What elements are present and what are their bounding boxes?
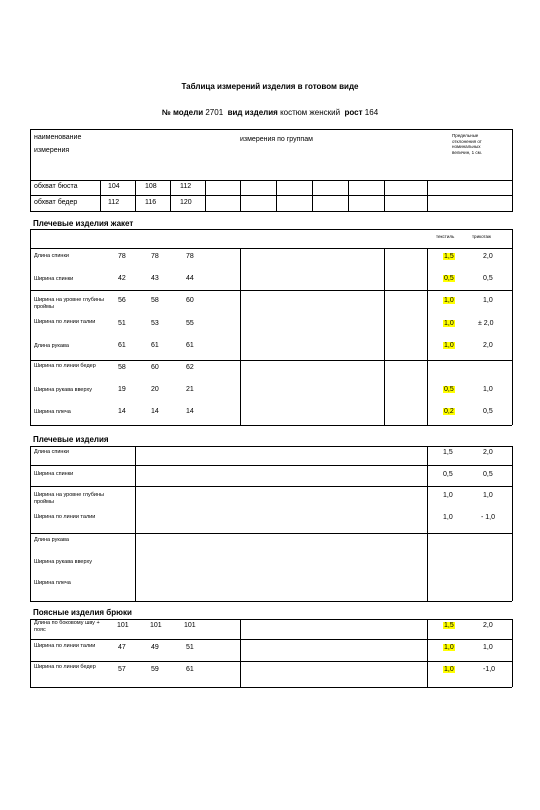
- s1-row-value: 61: [186, 342, 194, 349]
- s1-row-value: 19: [118, 386, 126, 393]
- s1-row-value: 14: [151, 408, 159, 415]
- tolerance-line: Предельные: [452, 133, 479, 138]
- s1-row-label: Ширина на уровне глубины проймы: [34, 297, 104, 310]
- col-border: [100, 180, 101, 211]
- s2-textile-value: 1,0: [443, 514, 453, 521]
- row-border: [30, 290, 512, 291]
- s3-row-value: 61: [186, 666, 194, 673]
- tolerance-line: номинальных: [452, 144, 481, 149]
- s3-row-value: 101: [117, 622, 129, 629]
- s1-textile-value: 1,5: [444, 253, 454, 260]
- s1-row-value: 78: [186, 253, 194, 260]
- body-row-label: обхват бедер: [34, 199, 78, 206]
- s1-row-label: Ширина рукава вверху: [34, 387, 92, 393]
- col-border: [384, 248, 385, 425]
- s1-row-value: 61: [151, 342, 159, 349]
- row-border: [30, 486, 512, 487]
- s2-row-label: Ширина рукава вверху: [34, 559, 92, 565]
- s2-textile-value: 1,0: [443, 492, 453, 499]
- model-value: 2701: [205, 108, 224, 117]
- s2-textile-value: 1,5: [443, 449, 453, 456]
- col-groups-heading: измерения по группам: [240, 136, 313, 143]
- s2-textile-value: 0,5: [443, 471, 453, 478]
- s1-row-value: 42: [118, 275, 126, 282]
- s2-knit-value: 0,5: [483, 471, 493, 478]
- s3-textile-value: 1,5: [444, 622, 454, 629]
- s1-row-label: Длина спинки: [34, 253, 69, 259]
- s3-textile-value: 1,0: [444, 666, 454, 673]
- model-label: № модели: [161, 108, 204, 117]
- s3-knit-value: -1,0: [483, 666, 496, 673]
- body-row-value: 120: [180, 199, 192, 206]
- s3-knit-value: 2,0: [483, 622, 493, 629]
- section-left-border: [30, 229, 31, 425]
- section-border: [30, 446, 512, 447]
- s3-row-value: 57: [118, 666, 126, 673]
- s1-row-label: Длина рукава: [34, 343, 69, 349]
- s3-row-value: 101: [184, 622, 196, 629]
- section-right-border: [512, 229, 513, 425]
- s1-textile-value: 0,5: [444, 386, 454, 393]
- s3-knit-value: 1,0: [483, 644, 493, 651]
- row-border: [30, 601, 512, 602]
- s3-row-label: Ширина по линии бедер: [34, 664, 96, 670]
- col-border: [135, 446, 136, 601]
- s2-row-label: Ширина плеча: [34, 580, 71, 586]
- col-border: [240, 180, 241, 211]
- s1-row-label: Ширина спинки: [34, 276, 74, 282]
- model-info-line: [0, 108, 540, 117]
- col-name-heading-1: наименование: [34, 134, 82, 141]
- s1-textile-value: 1,0: [444, 342, 454, 349]
- s3-row-value: 47: [118, 644, 126, 651]
- s1-knit-value: ± 2,0: [478, 320, 494, 327]
- col-textile-heading: текстиль: [436, 234, 455, 239]
- header-right-border: [512, 129, 513, 212]
- s2-row-label: Ширина на уровне глубины проймы: [34, 492, 104, 505]
- tolerance-heading: [452, 133, 482, 155]
- section-border: [30, 229, 512, 230]
- document-title: Таблица измерений изделия в готовом виде: [181, 82, 359, 91]
- col-border: [312, 180, 313, 211]
- section-left-border: [30, 619, 31, 687]
- col-border: [240, 248, 241, 425]
- s2-row-label: Длина рукава: [34, 537, 69, 543]
- s2-row-label: Длина спинки: [34, 449, 69, 455]
- row-border: [30, 180, 512, 181]
- s2-knit-value: - 1,0: [481, 514, 496, 521]
- s3-row-label: Длина по боковому шву + пояс: [34, 620, 100, 633]
- s3-row-value: 101: [150, 622, 162, 629]
- tolerance-line: отклонения от: [452, 138, 482, 144]
- s1-row-value: 21: [186, 386, 194, 393]
- s1-textile-value: 1,0: [444, 320, 454, 327]
- s1-textile-value: 0,2: [444, 408, 454, 415]
- body-row-value: 108: [145, 183, 157, 190]
- body-row-label: обхват бюста: [34, 183, 78, 190]
- row-border: [30, 687, 512, 688]
- s2-row-label: Ширина спинки: [34, 471, 74, 477]
- col-border: [427, 446, 428, 601]
- s1-row-value: 61: [118, 342, 126, 349]
- s1-knit-value: 0,5: [483, 275, 493, 282]
- s1-row-value: 44: [186, 275, 194, 282]
- s3-textile-value: 1,0: [444, 644, 454, 651]
- body-row-value: 116: [145, 199, 157, 206]
- s1-row-value: 58: [118, 364, 126, 371]
- s1-row-label: Ширина по линии талии: [34, 319, 96, 325]
- col-knit-heading: трикотаж: [472, 234, 492, 239]
- col-border: [427, 180, 428, 211]
- col-border: [427, 248, 428, 425]
- s1-textile-value: 0,5: [444, 275, 454, 282]
- height-value: 164: [364, 108, 379, 117]
- section-title-trousers: Поясные изделия брюки: [33, 608, 132, 617]
- section-left-border: [30, 446, 31, 601]
- s1-row-value: 56: [118, 297, 126, 304]
- type-label: вид изделия: [227, 108, 278, 117]
- s3-row-label: Ширина по линии талии: [34, 643, 96, 649]
- row-border: [30, 248, 512, 249]
- s1-row-value: 78: [118, 253, 126, 260]
- col-border: [276, 180, 277, 211]
- s1-row-value: 14: [186, 408, 194, 415]
- s1-row-label: Ширина по линии бедер: [34, 363, 96, 369]
- col-border: [384, 180, 385, 211]
- col-border: [240, 619, 241, 687]
- s1-row-value: 78: [151, 253, 159, 260]
- s3-row-value: 51: [186, 644, 194, 651]
- s1-knit-value: 0,5: [483, 408, 493, 415]
- body-row-value: 104: [108, 183, 120, 190]
- row-border: [30, 360, 512, 361]
- section-right-border: [512, 446, 513, 601]
- section-title-shoulder: Плечевые изделия: [33, 435, 109, 444]
- s1-knit-value: 1,0: [483, 297, 493, 304]
- header-left-border: [30, 129, 31, 212]
- section-right-border: [512, 619, 513, 687]
- section-title-jacket: Плечевые изделия жакет: [33, 219, 134, 228]
- s1-row-value: 20: [151, 386, 159, 393]
- row-border: [30, 425, 512, 426]
- s3-row-value: 49: [151, 644, 159, 651]
- s1-textile-value: 1,0: [444, 297, 454, 304]
- type-value: костюм женский: [280, 108, 341, 117]
- col-border: [205, 180, 206, 211]
- s1-row-value: 14: [118, 408, 126, 415]
- col-border: [348, 180, 349, 211]
- row-border: [30, 465, 512, 466]
- row-border: [30, 533, 512, 534]
- tolerance-line: величин, 1 см.: [452, 149, 483, 155]
- s2-knit-value: 2,0: [483, 449, 493, 456]
- header-top-border: [30, 129, 512, 130]
- s1-row-value: 43: [151, 275, 159, 282]
- s2-row-label: Ширина по линии талии: [34, 514, 96, 520]
- s1-row-value: 51: [118, 320, 126, 327]
- s1-knit-value: 2,0: [483, 253, 493, 260]
- height-label: рост: [344, 108, 363, 117]
- row-border: [30, 661, 512, 662]
- body-row-value: 112: [108, 199, 120, 206]
- row-border: [30, 195, 512, 196]
- col-border: [170, 180, 171, 211]
- row-border: [30, 211, 512, 212]
- s1-row-value: 58: [151, 297, 159, 304]
- s1-row-value: 62: [186, 364, 194, 371]
- body-row-value: 112: [180, 183, 192, 190]
- row-border: [30, 639, 512, 640]
- s1-row-value: 55: [186, 320, 194, 327]
- s1-knit-value: 1,0: [483, 386, 493, 393]
- col-border: [135, 180, 136, 211]
- s1-row-label: Ширина плеча: [34, 409, 71, 415]
- s3-row-value: 59: [151, 666, 159, 673]
- col-border: [427, 619, 428, 687]
- col-name-heading-2: измерения: [34, 147, 70, 154]
- s1-row-value: 60: [151, 364, 159, 371]
- s1-row-value: 53: [151, 320, 159, 327]
- s2-knit-value: 1,0: [483, 492, 493, 499]
- s1-row-value: 60: [186, 297, 194, 304]
- s1-knit-value: 2,0: [483, 342, 493, 349]
